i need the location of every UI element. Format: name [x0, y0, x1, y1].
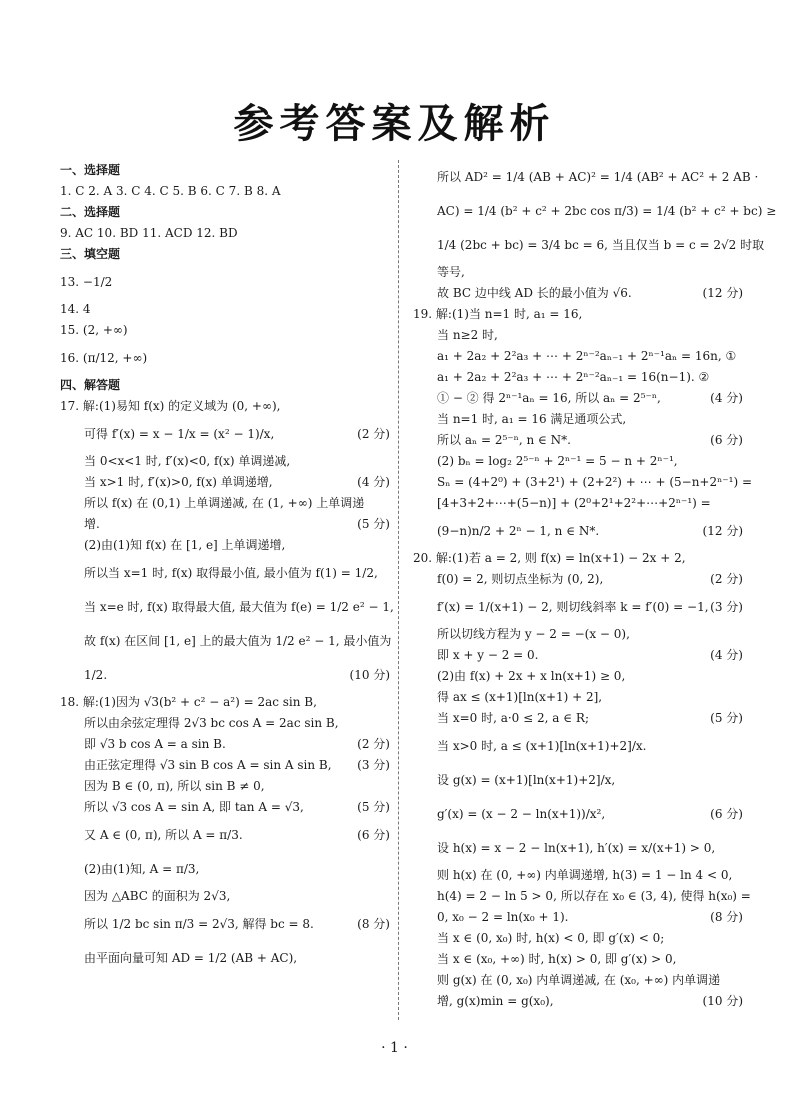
answer-text: 14. 4 — [60, 302, 91, 316]
answer-text: 当 x ∈ (0, x₀) 时, h(x) < 0, 即 g′(x) < 0; — [437, 931, 665, 945]
answer-line — [60, 886, 390, 907]
answer-text: 所以切线方程为 y − 2 = −(x − 0), — [437, 627, 630, 641]
answer-line — [60, 713, 390, 734]
answer-line — [60, 797, 390, 818]
answer-text: a₁ + 2a₂ + 2²a₃ + ⋯ + 2ⁿ⁻²aₙ₋₁ + 2ⁿ⁻¹aₙ = 16n, ① — [437, 349, 737, 363]
answer-line — [60, 244, 390, 265]
answer-text: 所以当 x=1 时, f(x) 取得最小值, 最小值为 f(1) = 1/2, — [84, 566, 378, 580]
answer-line — [413, 430, 743, 451]
answer-line — [60, 658, 390, 692]
score-mark: (8 分) — [710, 910, 743, 924]
answer-line — [60, 375, 390, 396]
answer-text: 二、选择题 — [60, 205, 121, 219]
answer-line — [413, 886, 751, 907]
answer-text: (2) bₙ = log₂ 2⁵⁻ⁿ + 2ⁿ⁻¹ = 5 − n + 2ⁿ⁻¹, — [437, 454, 678, 468]
answer-text: ① − ② 得 2ⁿ⁻¹aₙ = 16, 所以 aₙ = 2⁵⁻ⁿ, — [437, 391, 661, 405]
answer-text: 1. C 2. A 3. C 4. C 5. B 6. C 7. B 8. A — [60, 184, 281, 198]
answer-text: 所以 AD² = 1/4 (AB + AC)² = 1/4 (AB² + AC² + 2 AB · — [437, 170, 759, 184]
answer-text: 增. — [84, 517, 100, 531]
answer-line — [60, 160, 390, 181]
answer-line — [413, 970, 743, 991]
answer-text: 得 ax ≤ (x+1)[ln(x+1) + 2], — [437, 690, 603, 704]
answer-text: (2)由(1)知, A = π/3, — [84, 862, 200, 876]
answer-line — [60, 451, 390, 472]
answer-line — [413, 666, 743, 687]
answer-text: 所以由余弦定理得 2√3 bc cos A = 2ac sin B, — [84, 716, 339, 730]
answer-line — [413, 409, 743, 430]
score-mark: (6 分) — [710, 433, 743, 447]
answer-text: 设 g(x) = (x+1)[ln(x+1)+2]/x, — [437, 773, 616, 787]
score-mark: (4 分) — [710, 391, 743, 405]
answer-line — [413, 928, 743, 949]
answer-text: 故 f(x) 在区间 [1, e] 上的最大值为 1/2 e² − 1, 最小值为 — [84, 634, 392, 648]
answer-line — [60, 320, 390, 341]
answer-line — [60, 556, 390, 590]
answer-text: 四、解答题 — [60, 378, 121, 392]
answer-line — [60, 734, 390, 755]
answer-text: (2)由 f(x) + 2x + x ln(x+1) ≥ 0, — [437, 669, 626, 683]
answer-line — [413, 687, 743, 708]
answer-text: 16. (π/12, +∞) — [60, 351, 148, 365]
answer-line — [413, 645, 743, 666]
answer-line — [413, 228, 765, 262]
answer-text: 所以 aₙ = 2⁵⁻ⁿ, n ∈ N*. — [437, 433, 571, 447]
answer-text: 20. 解:(1)若 a = 2, 则 f(x) = ln(x+1) − 2x + 2, — [413, 551, 686, 565]
answer-line — [60, 818, 390, 852]
answer-text: 等号, — [437, 265, 465, 279]
answer-text: 18. 解:(1)因为 √3(b² + c² − a²) = 2ac sin B, — [60, 695, 317, 709]
answer-text: h(4) = 2 − ln 5 > 0, 所以存在 x₀ ∈ (3, 4), 使得 h(x₀) = — [437, 889, 751, 903]
answer-text: 当 x=0 时, a·0 ≤ 2, a ∈ R; — [437, 711, 590, 725]
answer-line — [60, 755, 390, 776]
answer-text: 1/2. — [84, 668, 108, 682]
answer-text: 当 x ∈ (x₀, +∞) 时, h(x) > 0, 即 g′(x) > 0, — [437, 952, 677, 966]
answer-line — [413, 367, 743, 388]
answer-line — [413, 865, 743, 886]
answer-line — [413, 514, 743, 548]
answer-text: 17. 解:(1)易知 f(x) 的定义域为 (0, +∞), — [60, 399, 281, 413]
answer-line — [413, 493, 743, 514]
answer-text: 即 x + y − 2 = 0. — [437, 648, 539, 662]
answer-line — [60, 223, 390, 244]
answer-text: 15. (2, +∞) — [60, 323, 128, 337]
answer-text: [4+3+2+⋯+(5−n)] + (2⁰+2¹+2²+⋯+2ⁿ⁻¹) = — [437, 496, 711, 510]
column-divider — [398, 160, 399, 1020]
answer-line — [413, 346, 743, 367]
page-title: 参考答案及解析 — [233, 101, 556, 147]
score-mark: (12 分) — [702, 524, 743, 538]
left-column — [60, 160, 394, 975]
answer-line — [413, 797, 743, 831]
answer-text: AC) = 1/4 (b² + c² + 2bc cos π/3) = 1/4 (b² + c² + bc) ≥ — [437, 204, 777, 218]
answer-line — [60, 907, 390, 941]
answer-text: 故 BC 边中线 AD 长的最小值为 √6. — [437, 286, 632, 300]
answer-text: g′(x) = (x − 2 − ln(x+1))/x², — [437, 807, 606, 821]
right-column — [413, 160, 777, 1012]
answer-line — [60, 852, 390, 886]
answer-text: 9. AC 10. BD 11. ACD 12. BD — [60, 226, 238, 240]
answer-line — [413, 708, 743, 729]
answer-line — [413, 729, 743, 763]
answer-text: 所以 f(x) 在 (0,1) 上单调递减, 在 (1, +∞) 上单调递 — [84, 496, 365, 510]
score-mark: (12 分) — [702, 286, 743, 300]
answer-line — [60, 514, 390, 535]
answer-text: 当 0<x<1 时, f′(x)<0, f(x) 单调递减, — [84, 454, 291, 468]
score-mark: (4 分) — [357, 475, 390, 489]
score-mark: (8 分) — [357, 917, 390, 931]
score-mark: (5 分) — [710, 711, 743, 725]
answer-line — [60, 535, 390, 556]
answer-line — [413, 569, 743, 590]
score-mark: (10 分) — [702, 994, 743, 1008]
answer-text: 当 x>0 时, a ≤ (x+1)[ln(x+1)+2]/x. — [437, 739, 647, 753]
answer-text: 当 n≥2 时, — [437, 328, 498, 342]
answer-line — [60, 341, 390, 375]
answer-text: 由正弦定理得 √3 sin B cos A = sin A sin B, — [84, 758, 332, 772]
answer-text: 所以 1/2 bc sin π/3 = 2√3, 解得 bc = 8. — [84, 917, 314, 931]
answer-line — [413, 451, 743, 472]
answer-line — [60, 202, 390, 223]
answer-line — [60, 299, 390, 320]
answer-line — [413, 907, 743, 928]
answer-line — [413, 548, 743, 569]
answer-line — [413, 991, 743, 1012]
answer-line — [60, 941, 390, 975]
answer-text: 当 x>1 时, f′(x)>0, f(x) 单调递增, — [84, 475, 273, 489]
score-mark: (2 分) — [710, 572, 743, 586]
score-mark: (6 分) — [710, 807, 743, 821]
answer-text: 19. 解:(1)当 n=1 时, a₁ = 16, — [413, 307, 583, 321]
answer-line — [60, 624, 390, 658]
score-mark: (2 分) — [357, 427, 390, 441]
answer-text: 0, x₀ − 2 = ln(x₀ + 1). — [437, 910, 569, 924]
answer-text: 则 h(x) 在 (0, +∞) 内单调递增, h(3) = 1 − ln 4 < 0, — [437, 868, 733, 882]
answer-line — [413, 949, 743, 970]
answer-line — [60, 417, 390, 451]
answer-text: 即 √3 b cos A = a sin B. — [84, 737, 226, 751]
answer-text: 当 x=e 时, f(x) 取得最大值, 最大值为 f(e) = 1/2 e² − 1, — [84, 600, 394, 614]
answer-text: 三、填空题 — [60, 247, 121, 261]
answer-line — [60, 472, 390, 493]
answer-line — [413, 194, 777, 228]
score-mark: (5 分) — [357, 800, 390, 814]
answer-line — [413, 160, 759, 194]
answer-line — [60, 265, 390, 299]
answer-line — [60, 181, 390, 202]
score-mark: (3 分) — [710, 600, 743, 614]
answer-text: 当 n=1 时, a₁ = 16 满足通项公式, — [437, 412, 627, 426]
answer-line — [60, 493, 390, 514]
answer-text: (9−n)n/2 + 2ⁿ − 1, n ∈ N*. — [437, 524, 600, 538]
score-mark: (5 分) — [357, 517, 390, 531]
answer-text: 又 A ∈ (0, π), 所以 A = π/3. — [84, 828, 243, 842]
answer-line — [413, 283, 743, 304]
answer-text: 设 h(x) = x − 2 − ln(x+1), h′(x) = x/(x+1) > 0, — [437, 841, 716, 855]
answer-text: Sₙ = (4+2⁰) + (3+2¹) + (2+2²) + ⋯ + (5−n+2ⁿ⁻¹) = — [437, 475, 752, 489]
answer-text: a₁ + 2a₂ + 2²a₃ + ⋯ + 2ⁿ⁻²aₙ₋₁ = 16(n−1). ② — [437, 370, 710, 384]
answer-line — [60, 396, 390, 417]
answer-text: 由平面向量可知 AD = 1/2 (AB + AC), — [84, 951, 298, 965]
answer-line — [413, 388, 743, 409]
answer-line — [413, 304, 743, 325]
score-mark: (2 分) — [357, 737, 390, 751]
answer-line — [413, 472, 752, 493]
answer-text: 一、选择题 — [60, 163, 121, 177]
answer-line — [413, 262, 743, 283]
page-number: · 1 · — [381, 1040, 408, 1056]
answer-text: f(0) = 2, 则切点坐标为 (0, 2), — [437, 572, 604, 586]
answer-text: f′(x) = 1/(x+1) − 2, 则切线斜率 k = f′(0) = −1, — [437, 600, 709, 614]
answer-text: 因为 △ABC 的面积为 2√3, — [84, 889, 231, 903]
score-mark: (10 分) — [349, 668, 390, 682]
answer-line — [413, 325, 743, 346]
answer-line — [413, 624, 743, 645]
score-mark: (3 分) — [357, 758, 390, 772]
answer-text: 1/4 (2bc + bc) = 3/4 bc = 6, 当且仅当 b = c = 2√2 时取 — [437, 238, 765, 252]
answer-line — [60, 590, 394, 624]
score-mark: (4 分) — [710, 648, 743, 662]
answer-line — [413, 831, 743, 865]
answer-text: 所以 √3 cos A = sin A, 即 tan A = √3, — [84, 800, 304, 814]
answer-line — [60, 776, 390, 797]
answer-text: 因为 B ∈ (0, π), 所以 sin B ≠ 0, — [84, 779, 265, 793]
score-mark: (6 分) — [357, 828, 390, 842]
answer-text: (2)由(1)知 f(x) 在 [1, e] 上单调递增, — [84, 538, 286, 552]
answer-line — [413, 763, 743, 797]
answer-text: 则 g(x) 在 (0, x₀) 内单调递减, 在 (x₀, +∞) 内单调递 — [437, 973, 721, 987]
answer-text: 增, g(x)min = g(x₀), — [437, 994, 554, 1008]
answer-line — [60, 692, 390, 713]
answer-text: 13. −1/2 — [60, 275, 113, 289]
answer-text: 可得 f′(x) = x − 1/x = (x² − 1)/x, — [84, 427, 275, 441]
answer-line — [413, 590, 743, 624]
